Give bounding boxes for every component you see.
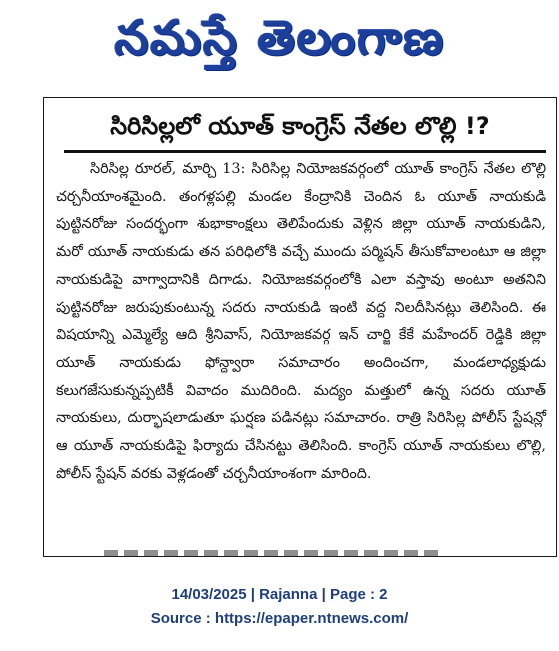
article-paragraph: సిరిసిల్ల రూరల్, మార్చి 13: సిరిసిల్ల నియోజకవర్గంలో యూత్ కాంగ్రెస్ నేతల లొల్లి చర్చనీయాంశమైంది. తంగళ్లపల్లి మండల కేంద్రానికి చెందిన ఓ యూత్ నాయకుడి పుట్టినరోజు సందర్భంగా శుభాకాంక్షలు తెలిపేందుకు వెళ్లిన జిల్లా యూత్ నాయకుడిని, మరో యూత్ నాయకుడు తన పరిధిలోకి వచ్చే ముందు పర్మిషన్ తీసుకోవాలంటూ ఆ జిల్లా నాయకుడిపై వాగ్వాదానికి దిగాడు. నియోజకవర్గంలోకి ఎలా వస్తావు అంటూ అతనిని పుట్టినరోజు జరుపుకుంటున్న సదరు నాయకుడి ఇంటి వద్ద నిలదీసినట్లు తెలిసింది. ఈ విషయాన్ని ఎమ్మెల్యే ఆది శ్రీనివాస్, నియోజకవర్గ ఇన్ చార్జి కేకే మహేందర్ రెడ్డికి జిల్లా యూత్ నాయకుడు ఫోన్ద్వారా సమాచారం అందించగా, మండలాధ్యక్షుడు కలుగజేసుకున్నప్పటికీ వివాదం ముదిరింది. మద్యం మత్తులో ఉన్న సదరు యూత్ నాయకులు, దుర్భాషలాడుతూ ఘర్షణ పడినట్లు సమాచారం. రాత్రి సిరిసిల్ల పోలీస్ స్టేషన్లో ఆ యూత్ నాయకుడిపై ఫిర్యాదు చేసినట్టు తెలిసింది. కాంగ్రెస్ యూత్ నాయకులు లొల్లి, పోలీస్ స్టేషన్ వరకు వెళ్లడంతో చర్చనీయాంశంగా మారింది.: [56, 161, 546, 482]
edition-info: 14/03/2025 | Rajanna | Page : 2: [171, 586, 388, 603]
newspaper-masthead: నమస్తే తెలంగాణ: [114, 10, 446, 66]
clipped-text-remnant: [104, 550, 444, 556]
headline-divider: [64, 150, 546, 153]
article-body: [56, 156, 546, 488]
clip-footer: [0, 583, 559, 631]
news-clipping: [43, 97, 557, 557]
article-headline: సిరిసిల్లలో యూత్ కాంగ్రెస్ నేతల లొల్లి !?: [110, 112, 490, 140]
source-link[interactable]: Source : https://epaper.ntnews.com/: [150, 610, 409, 627]
